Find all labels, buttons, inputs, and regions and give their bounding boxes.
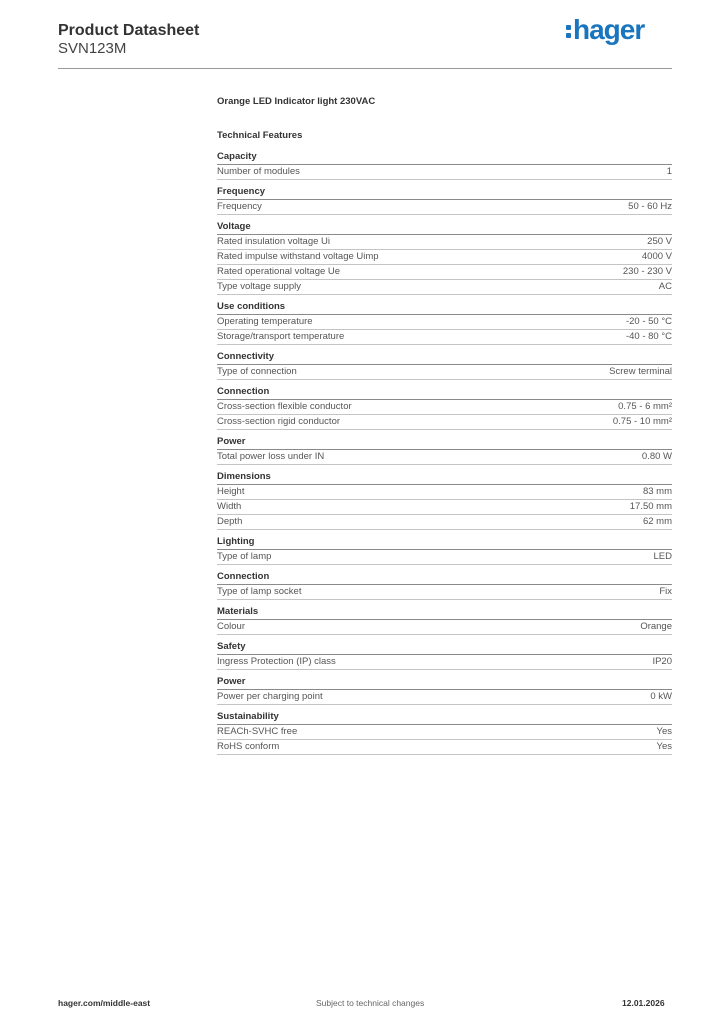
group-title: Power [217, 435, 672, 450]
feature-row [217, 200, 672, 215]
logo-dots-icon [566, 22, 571, 41]
feature-group [217, 150, 672, 180]
group-title: Frequency [217, 185, 672, 200]
group-title: Materials [217, 605, 672, 620]
feature-group [217, 300, 672, 345]
feature-row [217, 500, 672, 515]
page-title: Product Datasheet [58, 22, 200, 39]
feature-row [217, 400, 672, 415]
feature-label: REACh-SVHC free [217, 726, 298, 737]
feature-label: Total power loss under IN [217, 451, 325, 462]
feature-row [217, 725, 672, 740]
feature-value: AC [658, 281, 672, 292]
feature-group [217, 640, 672, 670]
group-title: Capacity [217, 150, 672, 165]
group-title: Voltage [217, 220, 672, 235]
feature-group [217, 185, 672, 215]
group-title: Lighting [217, 535, 672, 550]
feature-label: Type of lamp socket [217, 586, 302, 597]
feature-value: -20 - 50 °C [625, 316, 672, 327]
feature-label: Cross-section rigid conductor [217, 416, 341, 427]
feature-value: Yes [656, 726, 672, 737]
feature-row [217, 550, 672, 565]
feature-label: Rated impulse withstand voltage Uimp [217, 251, 379, 262]
feature-row [217, 365, 672, 380]
product-code: SVN123M [58, 40, 127, 57]
feature-group [217, 675, 672, 705]
product-name: Orange LED Indicator light 230VAC [217, 96, 376, 107]
footer-website[interactable]: hager.com/middle-east [58, 998, 151, 1008]
feature-group [217, 710, 672, 755]
feature-row [217, 235, 672, 250]
feature-label: Width [217, 501, 242, 512]
feature-value: Screw terminal [609, 366, 672, 377]
feature-label: Colour [217, 621, 245, 632]
feature-row [217, 165, 672, 180]
feature-row [217, 315, 672, 330]
feature-value: 1 [666, 166, 672, 177]
feature-value: LED [653, 551, 672, 562]
feature-value: 0.75 - 10 mm² [612, 416, 672, 427]
feature-label: Type of lamp [217, 551, 272, 562]
feature-row [217, 515, 672, 530]
feature-group [217, 435, 672, 465]
feature-value: 50 - 60 Hz [628, 201, 672, 212]
feature-value: 4000 V [641, 251, 672, 262]
feature-row [217, 450, 672, 465]
feature-row [217, 620, 672, 635]
feature-label: Type voltage supply [217, 281, 301, 292]
feature-label: Frequency [217, 201, 262, 212]
feature-value: Yes [656, 741, 672, 752]
feature-group [217, 350, 672, 380]
feature-group [217, 220, 672, 295]
feature-row [217, 655, 672, 670]
group-title: Safety [217, 640, 672, 655]
feature-label: Rated insulation voltage Ui [217, 236, 331, 247]
feature-row [217, 415, 672, 430]
feature-value: 62 mm [642, 516, 672, 527]
group-title: Dimensions [217, 470, 672, 485]
feature-value: 0.75 - 6 mm² [618, 401, 672, 412]
footer-note: Subject to technical changes [316, 998, 425, 1008]
feature-group [217, 570, 672, 600]
group-title: Connection [217, 570, 672, 585]
feature-group [217, 385, 672, 430]
group-title: Use conditions [217, 300, 672, 315]
feature-groups [217, 150, 672, 755]
feature-value: Fix [659, 586, 672, 597]
feature-group [217, 605, 672, 635]
feature-label: Height [217, 486, 245, 497]
feature-label: Number of modules [217, 166, 300, 177]
feature-value: 230 - 230 V [622, 266, 672, 277]
feature-row [217, 690, 672, 705]
feature-value: 83 mm [642, 486, 672, 497]
group-title: Connection [217, 385, 672, 400]
feature-label: Operating temperature [217, 316, 313, 327]
feature-row [217, 485, 672, 500]
group-title: Power [217, 675, 672, 690]
feature-row [217, 330, 672, 345]
feature-label: Power per charging point [217, 691, 323, 702]
feature-value: 17.50 mm [629, 501, 672, 512]
feature-value: -40 - 80 °C [625, 331, 672, 342]
feature-row [217, 250, 672, 265]
datasheet-content [217, 95, 672, 760]
feature-label: Depth [217, 516, 243, 527]
feature-value: IP20 [652, 656, 672, 667]
section-title: Technical Features [217, 130, 303, 141]
header-divider [58, 68, 672, 69]
feature-group [217, 470, 672, 530]
feature-value: 250 V [647, 236, 672, 247]
footer-date: 12.01.2026 [622, 998, 665, 1008]
hager-logo [566, 14, 644, 46]
group-title: Sustainability [217, 710, 672, 725]
feature-label: Cross-section flexible conductor [217, 401, 352, 412]
feature-label: Ingress Protection (IP) class [217, 656, 336, 667]
logo-text: hager [573, 14, 645, 45]
feature-group [217, 535, 672, 565]
feature-label: Type of connection [217, 366, 297, 377]
feature-label: Rated operational voltage Ue [217, 266, 341, 277]
feature-row [217, 585, 672, 600]
feature-value: 0.80 W [641, 451, 672, 462]
feature-row [217, 280, 672, 295]
feature-value: Orange [640, 621, 672, 632]
group-title: Connectivity [217, 350, 672, 365]
feature-label: Storage/transport temperature [217, 331, 345, 342]
feature-label: RoHS conform [217, 741, 280, 752]
feature-value: 0 kW [650, 691, 672, 702]
feature-row [217, 265, 672, 280]
feature-row [217, 740, 672, 755]
